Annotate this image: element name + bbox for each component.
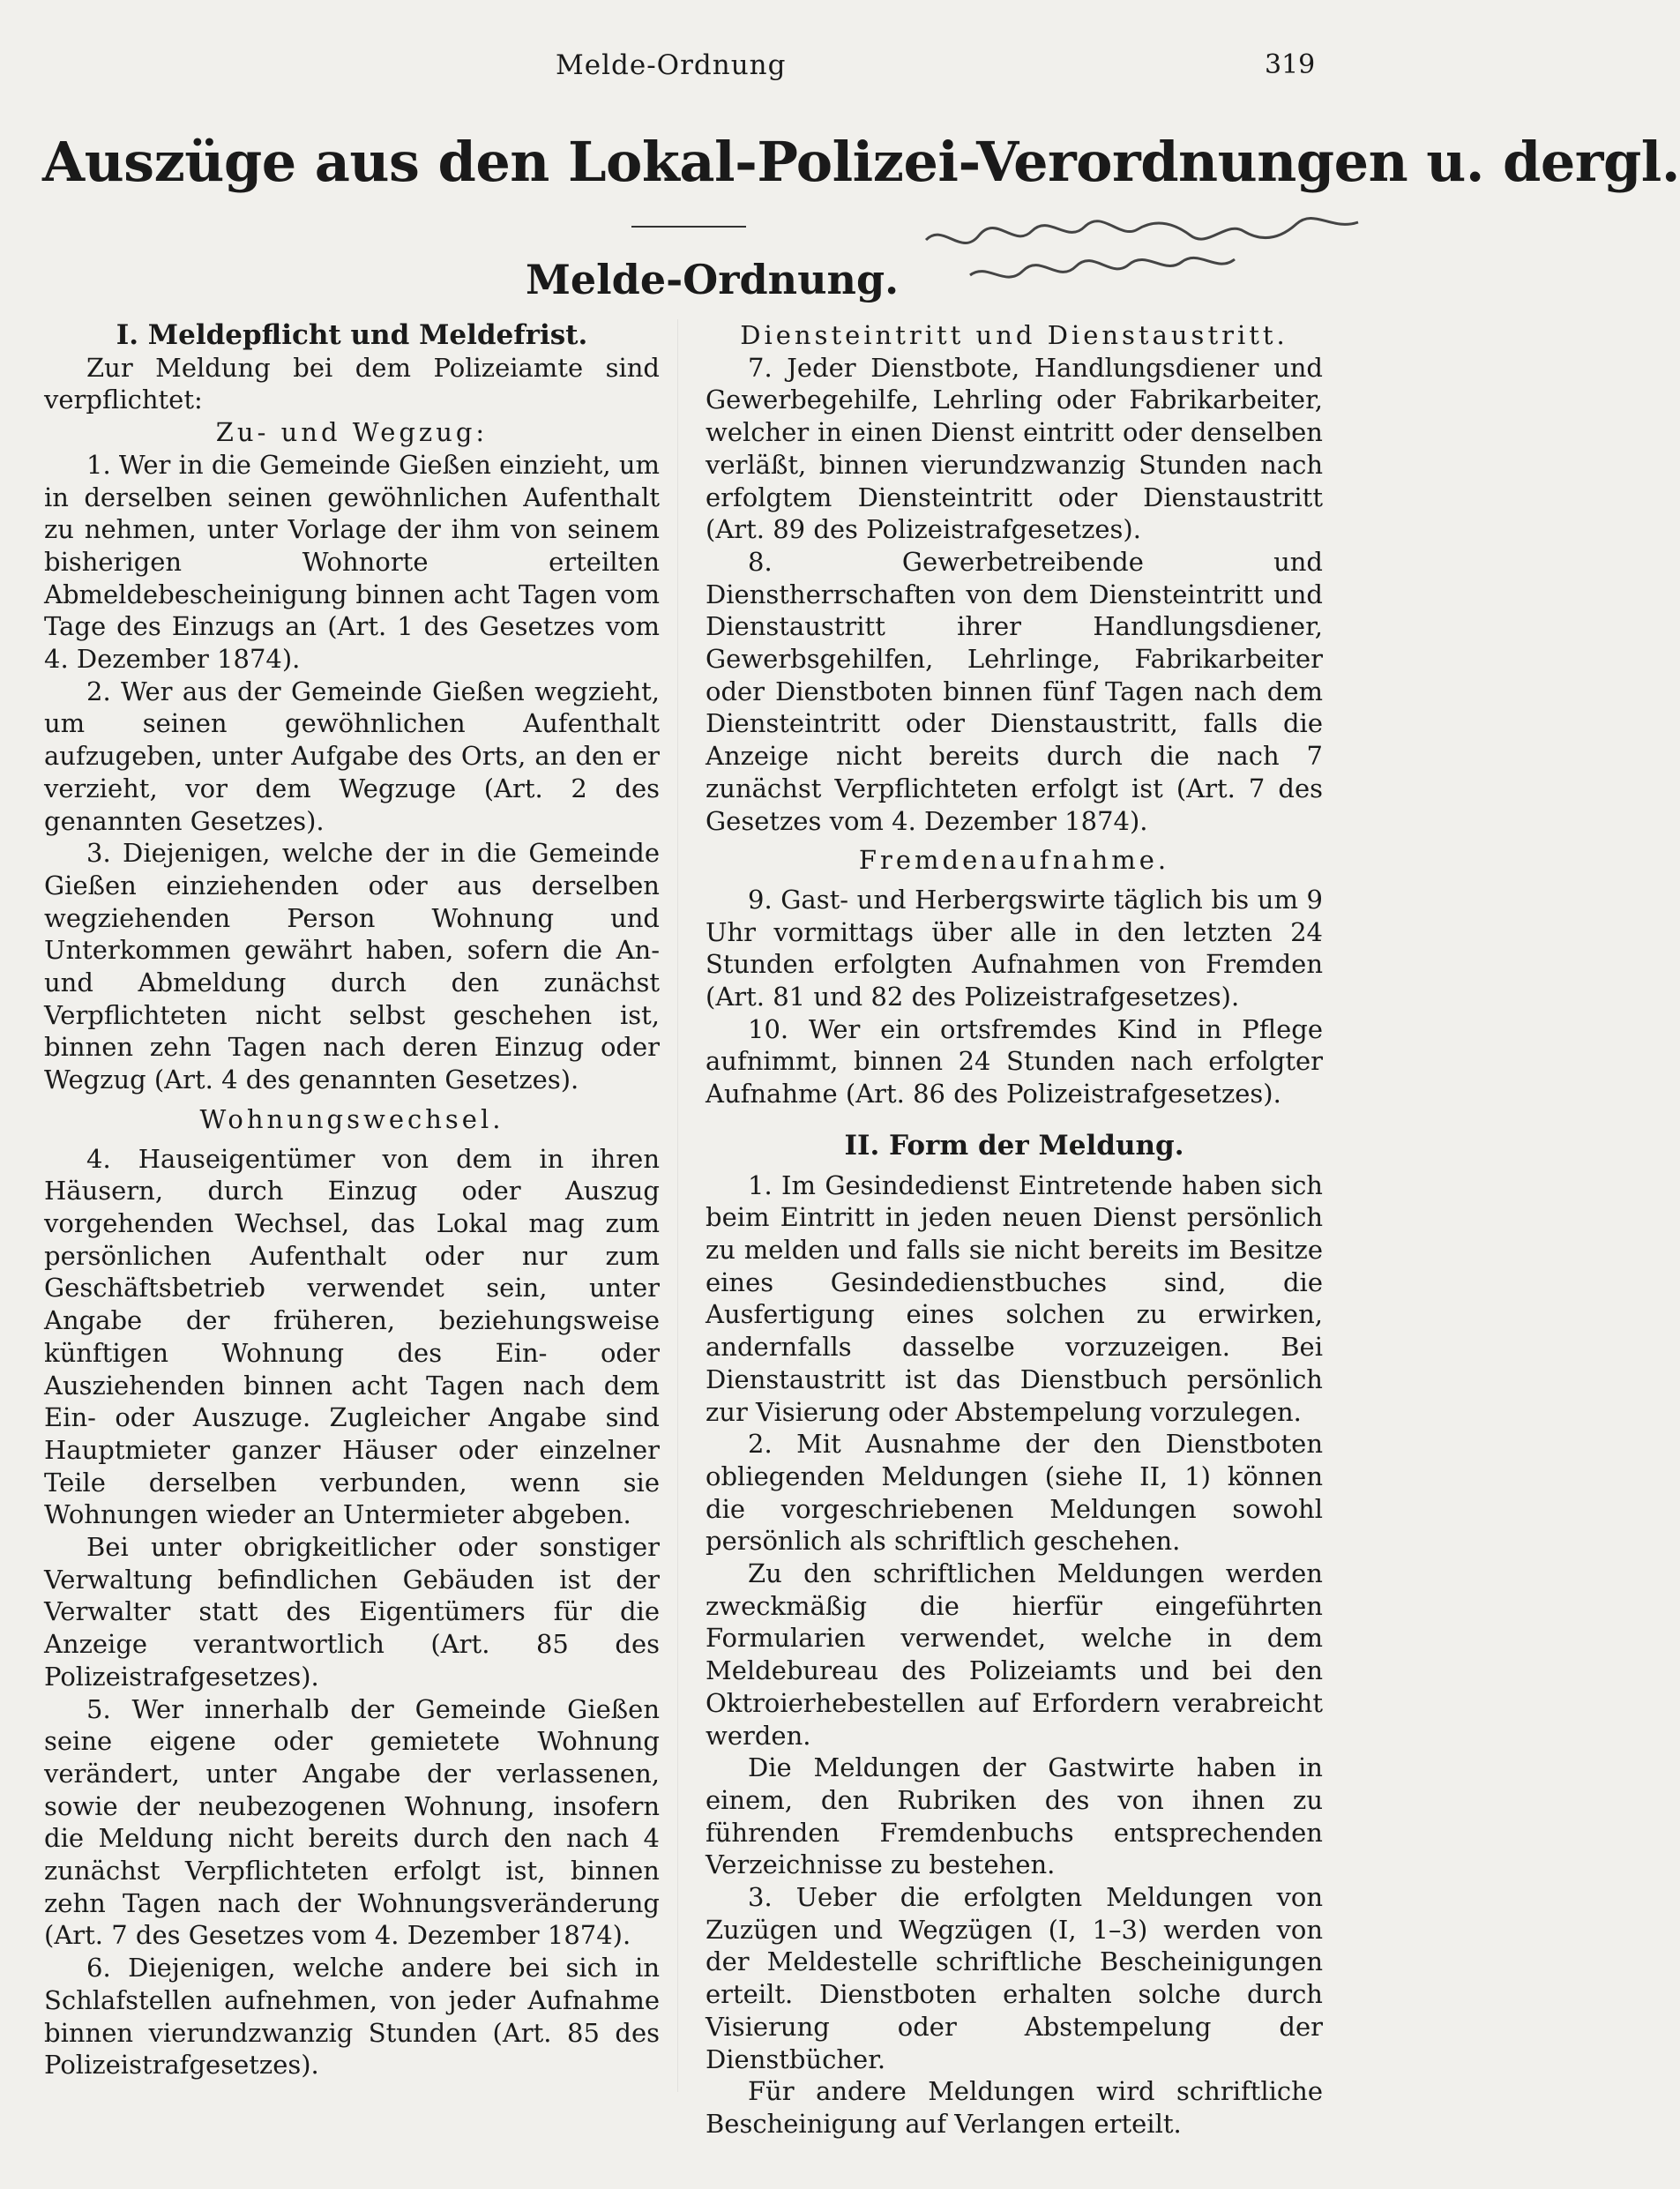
paragraph-8: 8. Gewerbetreibende und Dienstherrschaften von dem Diensteintritt und Dienstaustritt ihrer Handlungsdiener, Gewerbsgehilfen, Lehrlinge, Fabrikarbeiter oder Dienstboten binnen fünf Tagen nach dem Diensteintritt oder Dienstaustritt, falls die Anzeige nicht bereits durch die nach 7 zunächst Verpflichteten erfolgt ist (Art. 7 des Gesetzes vom 4. Dezember 1874). (706, 546, 1323, 836)
paragraph-6: 6. Diejenigen, welche andere bei sich in Schlafstellen aufnehmen, von jeder Aufnahme binnen vierundzwanzig Stunden (Art. 85 des Polizeistrafgesetzes). (44, 1953, 660, 2081)
paragraph-ii-2c: Die Meldungen der Gastwirte haben in einem, den Rubriken des von ihnen zu führenden Fremdenbuchs entsprechenden Verzeichnisse zu bestehen. (706, 1752, 1323, 1880)
subheading-zuzug: Zu- und Wegzug: (215, 417, 489, 448)
title-rule (631, 226, 746, 228)
running-header (0, 44, 1445, 88)
paragraph-4: 4. Hauseigentümer von dem in ihren Häusern, durch Einzug oder Auszug vorgehenden Wechsel, das Lokal mag zum persönlichen Aufenthalt oder nur zum Geschäftsbetrieb verwendet sein, unter Angabe der früheren, beziehungsweise künftigen Wohnung des Ein- oder Ausziehenden binnen acht Tagen nach dem Ein- oder Auszuge. Zugleicher Angabe sind Hauptmieter ganzer Häuser oder einzelner Teile derselben verbunden, wenn sie Wohnungen wieder an Untermieter abgeben. (44, 1143, 660, 1530)
paragraph-ii-2b: Zu den schriftlichen Meldungen werden zweckmäßig die hierfür eingeführten Formularien verwendet, welche in dem Meldebureau des Polizeiamts und bei den Oktroierhebestellen auf Erfordern verabreicht werden. (706, 1558, 1323, 1751)
column-divider (677, 319, 678, 2092)
right-column (706, 319, 1323, 2140)
subheading-fremdenaufnahme: Fremdenaufnahme. (858, 845, 1170, 876)
heading-form-der-meldung: II. Form der Meldung. (844, 1129, 1184, 1162)
subheading-wohnungswechsel: Wohnungswechsel. (199, 1103, 504, 1134)
paragraph-ii-2: 2. Mit Ausnahme der den Dienstboten obliegenden Meldungen (siehe II, 1) können die vorgeschriebenen Meldungen sowohl persönlich als schriftlich geschehen. (706, 1429, 1323, 1557)
main-title: Auszüge aus den Lokal-Polizei-Verordnungen u. dergl. (42, 130, 1680, 194)
paragraph-4b: Bei unter obrigkeitlicher oder sonstiger Verwaltung befindlichen Gebäuden ist der Verwalter statt des Eigentümers für die Anzeige verantwortlich (Art. 85 des Polizeistrafgesetzes). (44, 1532, 660, 1692)
paragraph-10: 10. Wer ein ortsfremdes Kind in Pflege aufnimmt, binnen 24 Stunden nach erfolgter Aufnahme (Art. 86 des Polizeistrafgesetzes). (706, 1013, 1323, 1109)
paragraph-2: 2. Wer aus der Gemeinde Gießen wegzieht, um seinen gewöhnlichen Aufenthalt aufzugeben, unter Aufgabe des Orts, an den er verzieht, vor dem Wegzuge (Art. 2 des genannten Gesetzes). (44, 676, 660, 836)
left-column (44, 319, 660, 2081)
paragraph-intro: Zur Meldung bei dem Polizeiamte sind verpflichtet: (44, 352, 660, 415)
section-title: Melde-Ordnung. (526, 256, 900, 303)
paragraph-ii-3b: Für andere Meldungen wird schriftliche Bescheinigung auf Verlangen erteilt. (706, 2076, 1323, 2139)
paragraph-ii-1: 1. Im Gesindedienst Eintretende haben sich beim Eintritt in jeden neuen Dienst persönlich zu melden und falls sie nicht bereits im Besitze eines Gesindedienstbuches sind, die Ausfertigung eines solchen zu erwirken, andernfalls dasselbe vorzuzeigen. Bei Dienstaustritt ist das Dienstbuch persönlich zur Visierung oder Abstempelung vorzulegen. (706, 1169, 1323, 1427)
paragraph-ii-3: 3. Ueber die erfolgten Meldungen von Zuzügen und Wegzügen (I, 1–3) werden von der Meldestelle schriftliche Bescheinigungen erteilt. Dienstboten erhalten solche durch Visierung oder Abstempelung der Dienstbücher. (706, 1882, 1323, 2074)
paragraph-7: 7. Jeder Dienstbote, Handlungsdiener und Gewerbegehilfe, Lehrling oder Fabrikarbeiter, welcher in einen Dienst eintritt oder denselben verläßt, binnen vierundzwanzig Stunden nach erfolgtem Diensteintritt oder Dienstaustritt (Art. 89 des Polizeistrafgesetzes). (706, 352, 1323, 545)
paragraph-1: 1. Wer in die Gemeinde Gießen einzieht, um in derselben seinen gewöhnlichen Aufenthalt zu nehmen, unter Vorlage der ihm von seinem bisherigen Wohnorte erteilten Abmeldebescheinigung binnen acht Tagen vom Tage des Einzugs an (Art. 1 des Gesetzes vom 4. Dezember 1874). (44, 449, 660, 675)
paragraph-3: 3. Diejenigen, welche der in die Gemeinde Gießen einziehenden oder aus derselben wegziehenden Person Wohnung und Unterkommen gewährt haben, sofern die An- und Abmeldung durch den zunächst Verpflichteten nicht selbst geschehen ist, binnen zehn Tagen nach deren Einzug oder Wegzug (Art. 4 des genannten Gesetzes). (44, 838, 660, 1095)
running-title: Melde-Ordnung (556, 49, 787, 81)
handwritten-annotation (917, 205, 1376, 302)
paragraph-9: 9. Gast- und Herbergswirte täglich bis um 9 Uhr vormittags über alle in den letzten 24 Stunden erfolgten Aufnahmen von Fremden (Art. 81 und 82 des Polizeistrafgesetzes). (706, 884, 1323, 1012)
paragraph-5: 5. Wer innerhalb der Gemeinde Gießen seine eigene oder gemietete Wohnung verändert, unter Angabe der verlassenen, sowie der neubezogenen Wohnung, insofern die Meldung nicht bereits durch den nach 4 zunächst Verpflichteten erfolgt ist, binnen zehn Tagen nach der Wohnungsveränderung (Art. 7 des Gesetzes vom 4. Dezember 1874). (44, 1693, 660, 1951)
subheading-diensteintritt: Diensteintritt und Dienstaustritt. (740, 320, 1288, 350)
page-number: 319 (1265, 49, 1316, 80)
heading-meldepflicht: I. Meldepflicht und Meldefrist. (116, 319, 588, 351)
